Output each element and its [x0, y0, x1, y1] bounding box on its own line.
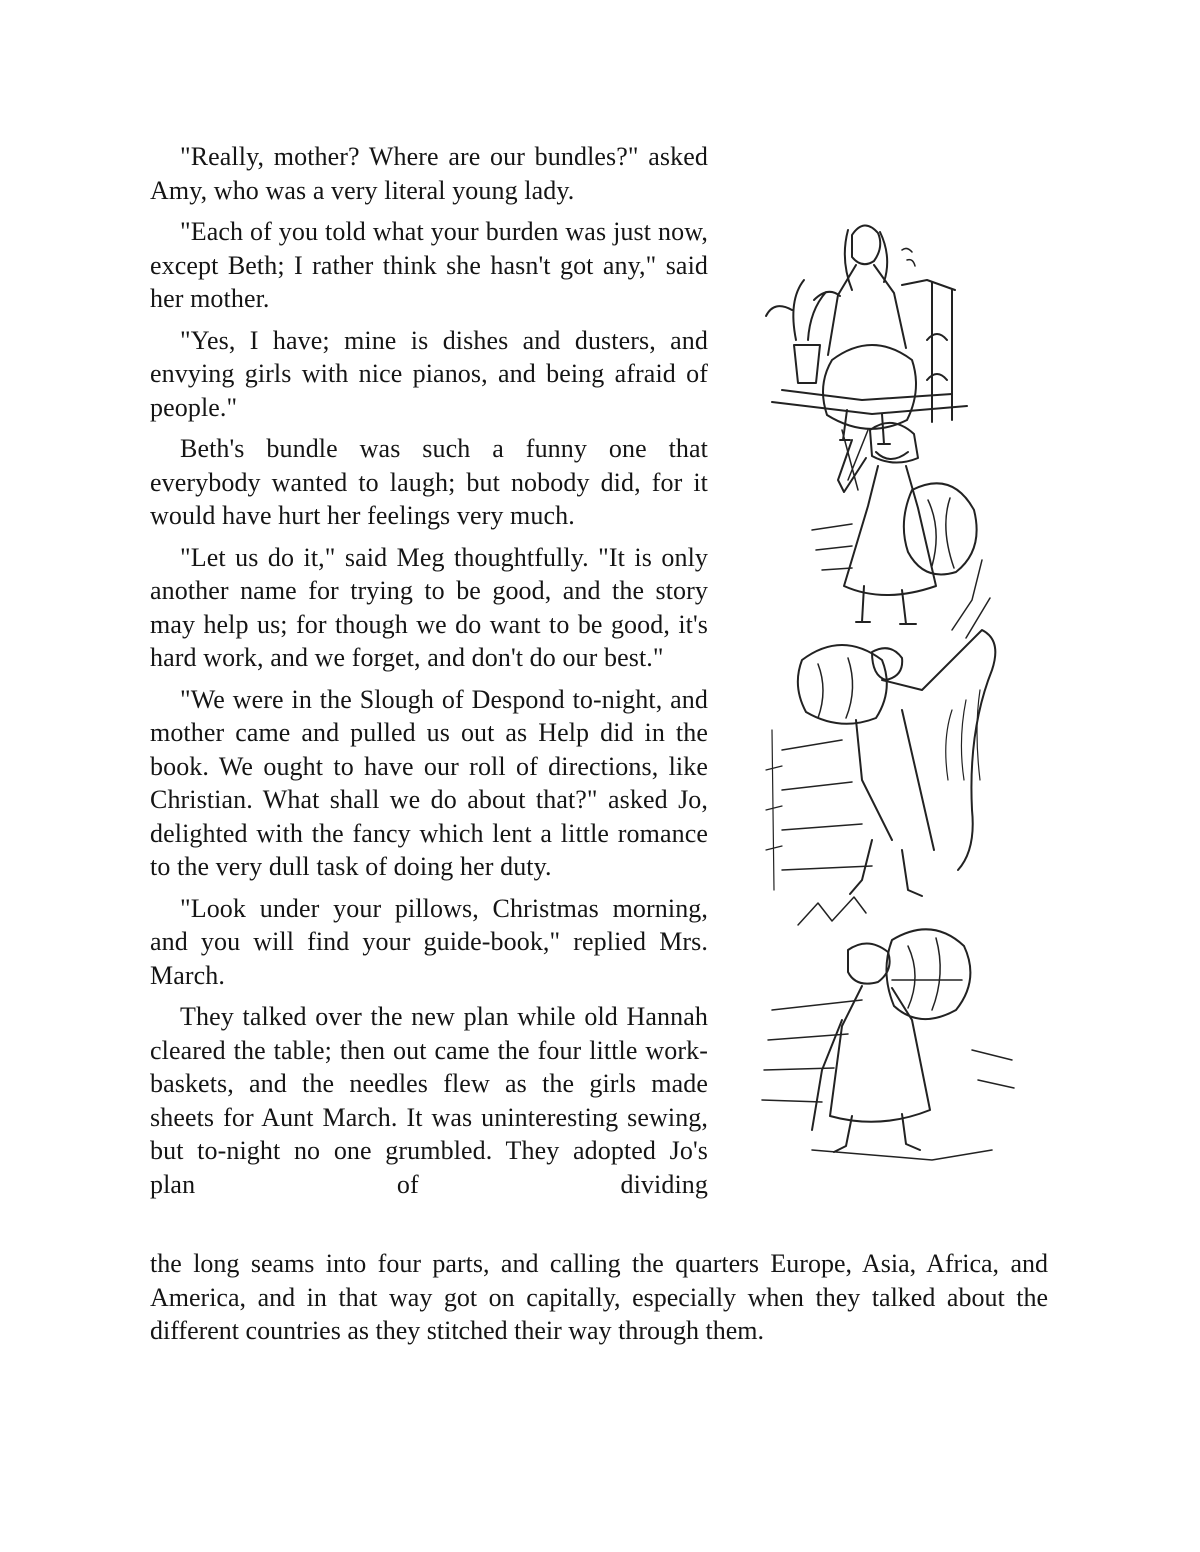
paragraph-continuation: the long seams into four parts, and calling the quarters Europe, Asia, Africa, and America, and in that way got on capitally, especially when they talked about the different countries as they stitched their way through them.: [150, 1249, 1048, 1345]
paragraph-work-baskets: They talked over the new plan while old Hannah cleared the table; then out came the four little work-baskets, and the needles flew as the girls made sheets for Aunt March. It was uninteresting sewing, but to-night no one grumbled. They adopted Jo's plan of dividing: [150, 1002, 708, 1199]
figure-girl-steps: [762, 897, 1014, 1160]
paragraph-jo: "We were in the Slough of Despond to-night, and mother came and pulled us out as Help did in the book. We ought to have our roll of directions, like Christian. What shall we do about that?" asked Jo, delighted with the fancy which lent a little romance to the very dull task of doing her duty.: [150, 684, 708, 881]
figure-girl-stairs: [766, 630, 995, 896]
paragraph-beth-reply: "Yes, I have; mine is dishes and dusters, and envying girls with nice pianos, and being afraid of people.": [150, 325, 708, 422]
text-column: [150, 140, 708, 1201]
paragraph-meg: "Let us do it," said Meg thoughtfully. "It is only another name for trying to be good, and the story may help us; for though we do want to be good, it's hard work, and we forget, and don't do our best.": [150, 542, 708, 672]
figure-girl-bonnet: [812, 423, 990, 638]
paragraph-mrs-march: "Look under your pillows, Christmas morning, and you will find your guide-book," replied Mrs. March.: [150, 893, 708, 990]
paragraph-beth-bundle: Beth's bundle was such a funny one that everybody wanted to laugh; but nobody did, for it would have hurt her feelings very much.: [150, 434, 708, 530]
paragraph-mother: "Each of you told what your burden was just now, except Beth; I rather think she hasn't got any," said her mother.: [150, 217, 708, 313]
illustration-four-girls-with-bundles: [752, 190, 1062, 1210]
paragraph-amy: "Really, mother? Where are our bundles?" asked Amy, who was a very literal young lady.: [150, 142, 708, 205]
figure-girl-balustrade: [766, 225, 967, 444]
